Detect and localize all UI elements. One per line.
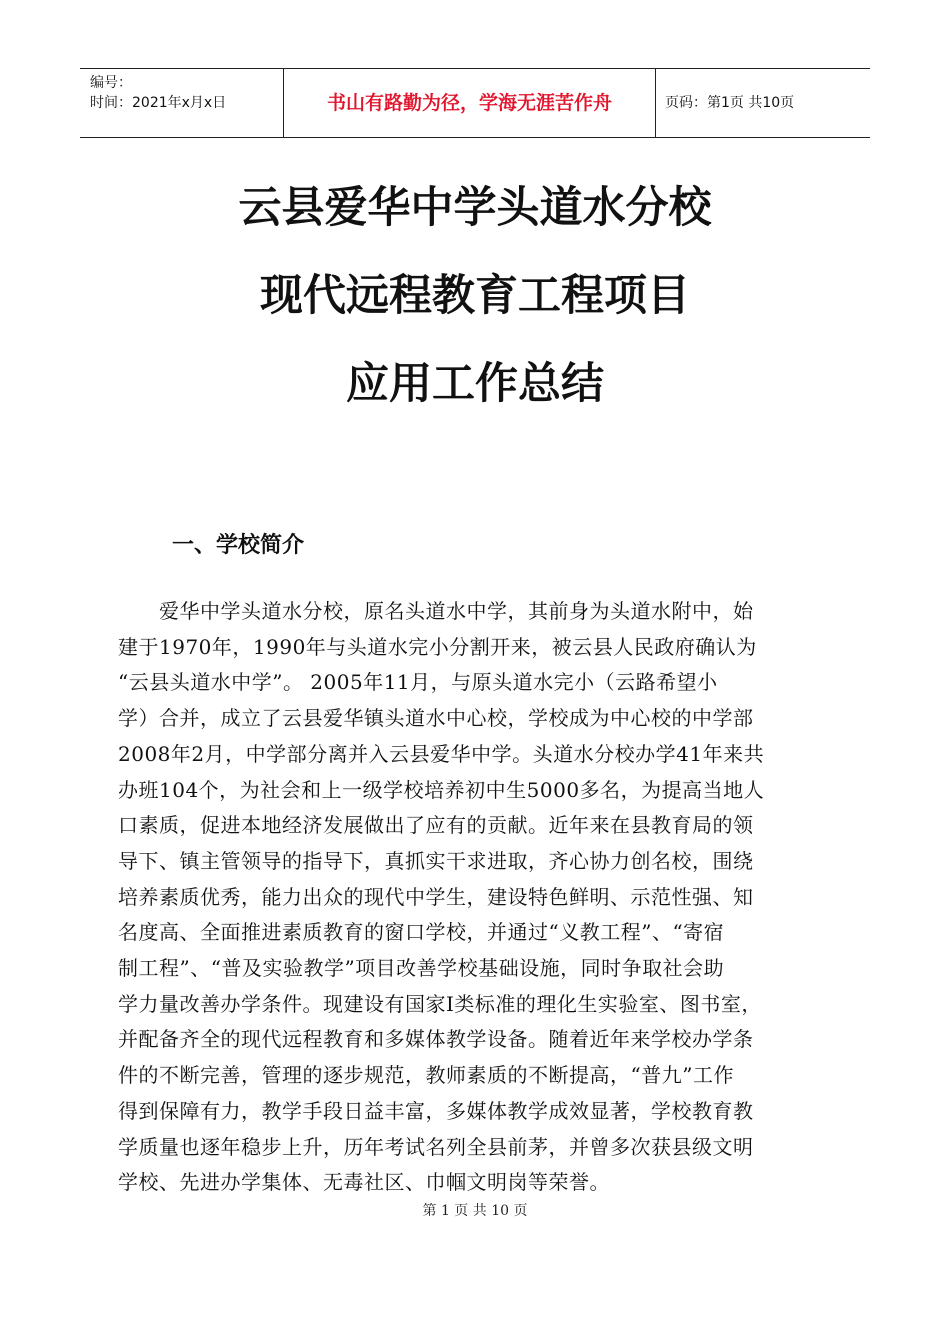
paragraph-line: 并配备齐全的现代远程教育和多媒体教学设备。随着近年来学校办学条 [118,1027,754,1052]
header-page-info: 页码：第1页 共10页 [665,95,795,111]
paragraph-line: 名度高、全面推进素质教育的窗口学校，并通过“义教工程”、“寄宿 [118,920,725,945]
header-motto: 书山有路勤为径，学海无涯苦作舟 [326,92,612,114]
paragraph-line: 2008年2月，中学部分离并入云县爱华中学。头道水分校办学41年来共 [118,741,765,766]
time-label: 时间：2021年x月x日 [90,95,227,111]
document-title-line-3: 应用工作总结 [346,359,604,409]
document-title-line-1: 云县爱华中学头道水分校 [238,183,712,233]
paragraph-line: 学质量也逐年稳步上升，历年考试名列全县前茅，并曾多次获县级文明 [118,1134,754,1159]
paragraph-line: 爱华中学头道水分校，原名头道水中学，其前身为头道水附中，始 [118,599,754,623]
body-paragraph [118,594,834,1201]
document-title-line-2: 现代远程教育工程项目 [260,271,690,321]
paragraph-line: “云县头道水中学”。 2005年11月，与原头道水完小（云路希望小 [118,670,718,695]
header-meta [90,73,280,113]
paragraph-line: 学）合并，成立了云县爱华镇头道水中心校，学校成为中心校的中学部 [118,706,754,731]
page-footer: 第 1 页 共 10 页 [422,1203,528,1219]
paragraph-line: 培养素质优秀，能力出众的现代中学生，建设特色鲜明、示范性强、知 [118,884,754,909]
number-label: 编号： [90,75,132,91]
header-divider [655,69,656,137]
paragraph-line: 件的不断完善，管理的逐步规范，教师素质的不断提高，“普九”工作 [118,1063,734,1088]
paragraph-line: 学力量改善办学条件。现建设有国家Ⅰ类标准的理化生实验室、图书室， [118,991,762,1016]
paragraph-line: 口素质，促进本地经济发展做出了应有的贡献。近年来在县教育局的领 [118,813,754,838]
paragraph-line: 办班104个，为社会和上一级学校培养初中生5000多名，为提高当地人 [118,777,765,802]
paragraph-line: 制工程”、“普及实验教学”项目改善学校基础设施，同时争取社会助 [118,956,725,981]
section-heading: 一、学校简介 [172,533,305,558]
paragraph-line: 建于1970年，1990年与头道水完小分割开来，被云县人民政府确认为 [118,634,757,659]
paragraph-line: 得到保障有力，教学手段日益丰富，多媒体教学成效显著，学校教育教 [118,1098,754,1123]
paragraph-line: 导下、镇主管领导的指导下，真抓实干求进取，齐心协力创名校，围绕 [118,848,754,873]
paragraph-line: 学校、先进办学集体、无毒社区、巾帼文明岗等荣誉。 [118,1170,610,1195]
page-header [80,68,870,138]
